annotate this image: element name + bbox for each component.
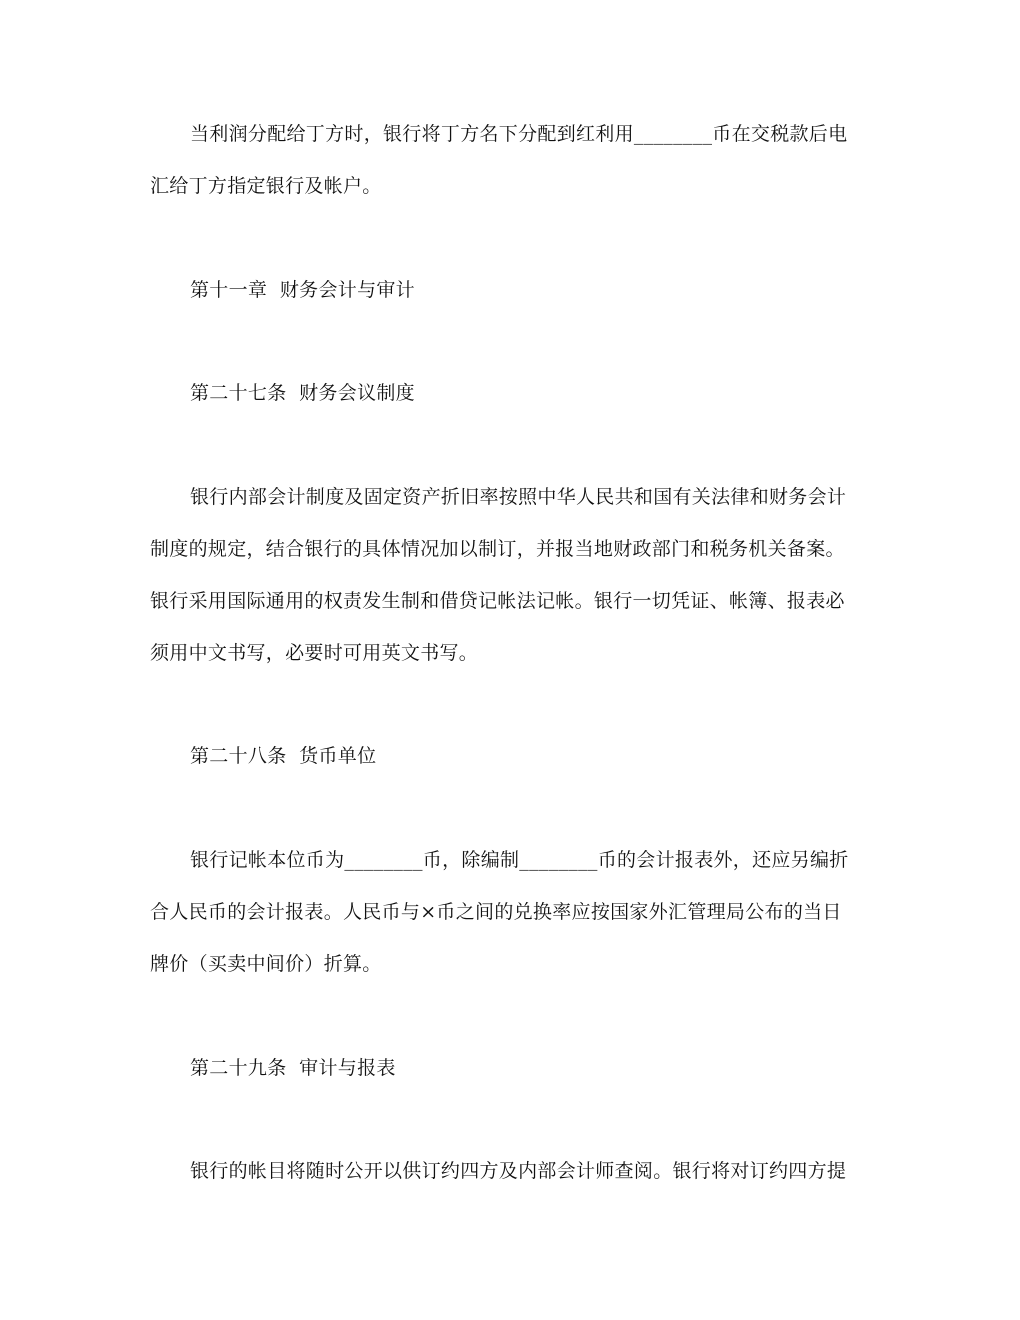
article-heading: 第二十七条 财务会议制度 xyxy=(190,382,415,404)
paragraph-line: 银行采用国际通用的权责发生制和借贷记帐法记帐。银行一切凭证、帐簿、报表必 xyxy=(150,590,845,612)
paragraph-line: 汇给丁方指定银行及帐户。 xyxy=(150,175,382,197)
paragraph-line: 银行记帐本位币为________币，除编制________币的会计报表外，还应另编折 xyxy=(190,849,849,871)
paragraph-line: 当利润分配给丁方时，银行将丁方名下分配到红利用________币在交税款后电 xyxy=(190,123,848,145)
chapter-heading: 第十一章 财务会计与审计 xyxy=(190,279,415,301)
paragraph-line: 银行内部会计制度及固定资产折旧率按照中华人民共和国有关法律和财务会计 xyxy=(190,486,847,508)
paragraph-line: 须用中文书写，必要时可用英文书写。 xyxy=(150,642,479,664)
paragraph-line: 制度的规定，结合银行的具体情况加以制订，并报当地财政部门和税务机关备案。 xyxy=(150,538,845,560)
paragraph-line: 合人民币的会计报表。人民币与×币之间的兑换率应按国家外汇管理局公布的当日 xyxy=(150,901,842,923)
article-heading: 第二十八条 货币单位 xyxy=(190,745,377,767)
article-heading: 第二十九条 审计与报表 xyxy=(190,1057,396,1079)
paragraph-line: 银行的帐目将随时公开以供订约四方及内部会计师查阅。银行将对订约四方提 xyxy=(190,1160,847,1182)
paragraph-line: 牌价（买卖中间价）折算。 xyxy=(150,953,382,975)
